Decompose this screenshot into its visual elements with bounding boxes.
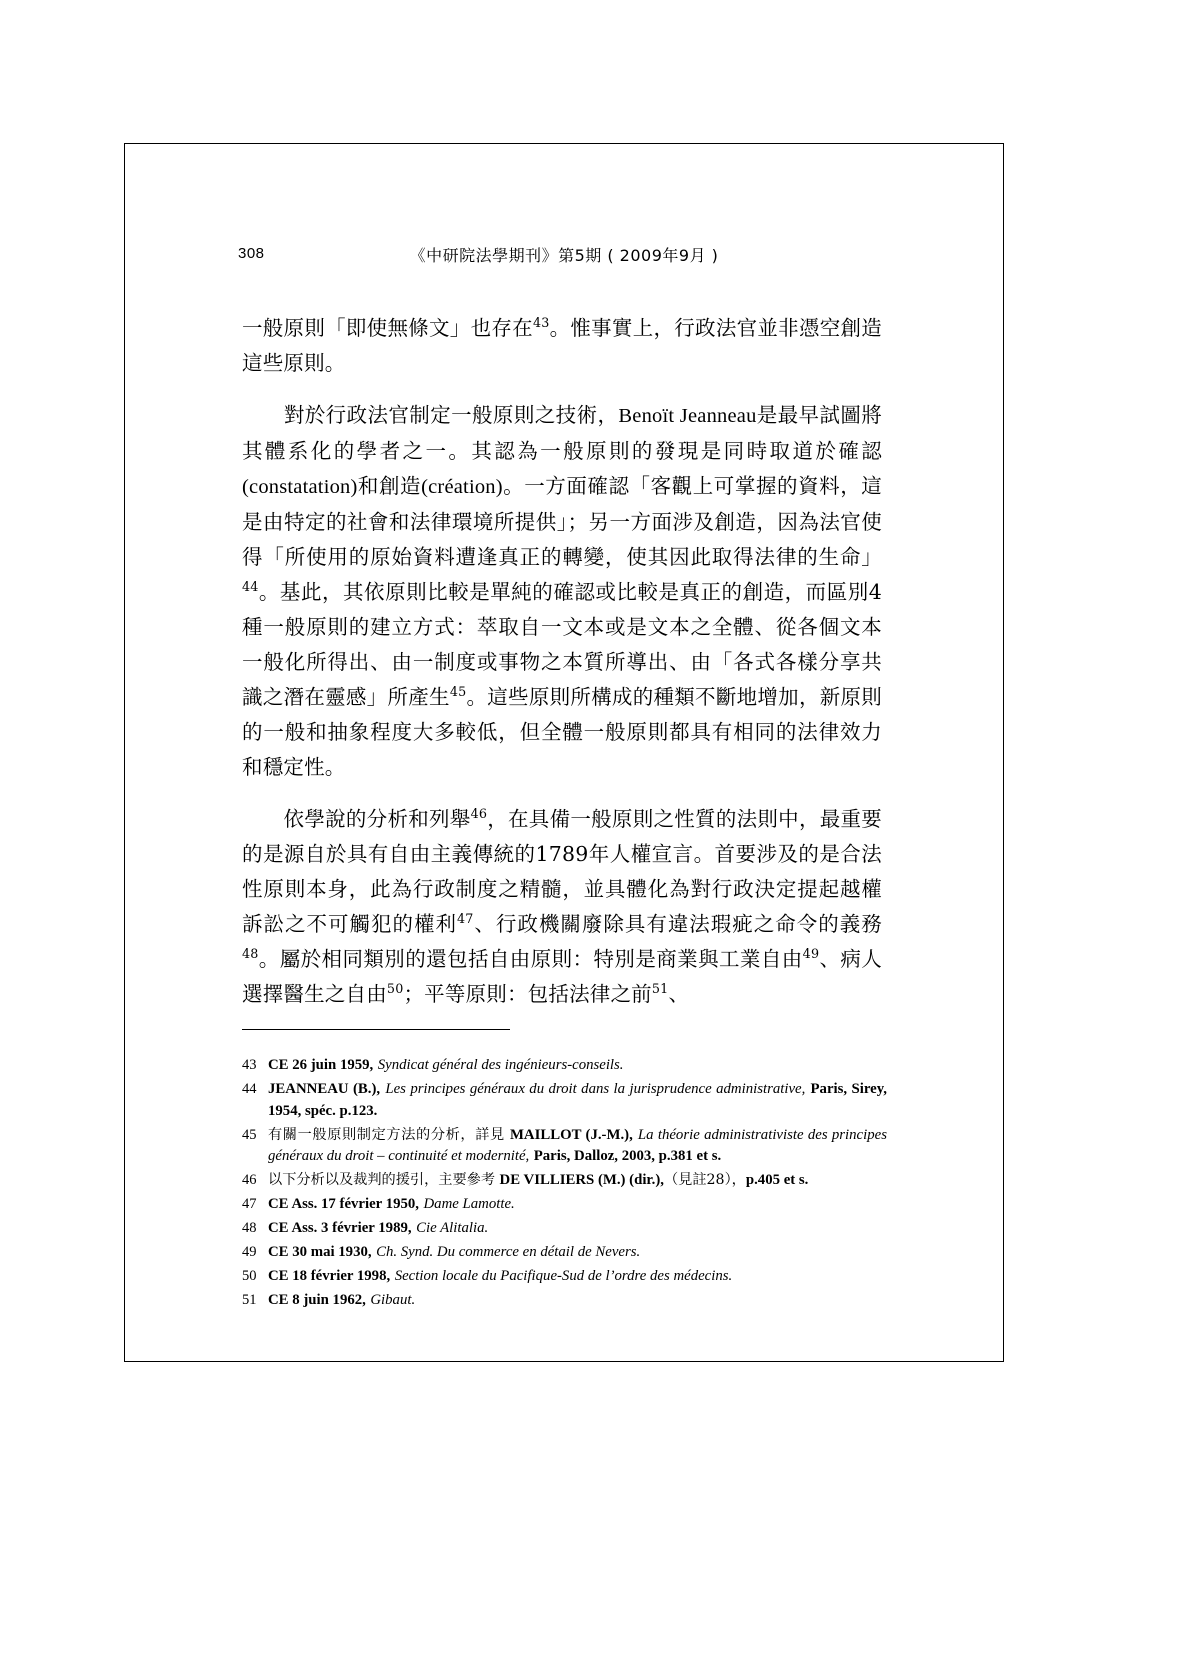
footnote-text: 有關一般原則制定方法的分析，詳見 MAILLOT (J.-M.), La théorie administrativiste des principes généraux du droit – continuité et modernité, Paris, Dalloz, 2003, p.381 et s. bbox=[268, 1126, 887, 1164]
footnote-text: CE 8 juin 1962, Gibaut. bbox=[268, 1292, 416, 1308]
footnote-text: CE 26 juin 1959, Syndicat général des ingénieurs-conseils. bbox=[268, 1057, 624, 1073]
footnote-text: CE Ass. 17 février 1950, Dame Lamotte. bbox=[268, 1196, 515, 1212]
footnote-text: 以下分析以及裁判的援引，主要參考 DE VILLIERS (M.) (dir.),（見註28），p.405 et s. bbox=[268, 1172, 809, 1188]
footnote-text: CE Ass. 3 février 1989, Cie Alitalia. bbox=[268, 1220, 489, 1236]
footnote-number: 47 bbox=[242, 1196, 257, 1212]
footnote-item bbox=[242, 1266, 887, 1288]
body-text bbox=[242, 311, 882, 1029]
footnote-number: 45 bbox=[242, 1126, 257, 1143]
paragraph-2: 對於行政法官制定一般原則之技術，Benoït Jeanneau是最早試圖將其體系化的學者之一。其認為一般原則的發現是同時取道於確認(constatation)和創造(création)。一方面確認「客觀上可掌握的資料，這是由特定的社會和法律環境所提供」；另一方面涉及創造，因為法官使得「所使用的原始資料遭逢真正的轉變，使其因此取得法律的生命」$^{44}$。基此，其依原則比較是單純的確認或比較是真正的創造，而區別4種一般原則的建立方式：萃取自一文本或是文本之全體、從各個文本一般化所得出、由一制度或事物之本質所導出、由「各式各樣分享共識之潛在靈感」所產生$^{45}$。這些原則所構成的種類不斷地增加，新原則的一般和抽象程度大多較低，但全體一般原則都具有相同的法律效力和穩定性。 bbox=[242, 403, 883, 779]
footnote-text: CE 18 février 1998, Section locale du Pacifique-Sud de l’ordre des médecins. bbox=[268, 1268, 733, 1284]
footnote-number: 46 bbox=[242, 1172, 257, 1188]
footnote-text: JEANNEAU (B.), Les principes généraux du droit dans la jurisprudence administrative, Paris, Sirey, 1954, spéc. p.123. bbox=[268, 1081, 887, 1119]
page-content bbox=[124, 143, 1004, 1362]
paragraph-1: 一般原則「即使無條文」也存在$^{43}$。惟事實上，行政法官並非憑空創造這些原則。 bbox=[242, 315, 882, 375]
running-head: 《中研院法學期刊》第5期 ( 2009年9月 ) bbox=[409, 246, 719, 265]
footnote-number: 48 bbox=[242, 1220, 257, 1236]
footnote-number: 50 bbox=[242, 1268, 257, 1284]
footnote-item bbox=[242, 1194, 887, 1216]
paragraph-3: 依學說的分析和列舉$^{46}$，在具備一般原則之性質的法則中，最重要的是源自於具有自由主義傳統的1789年人權宣言。首要涉及的是合法性原則本身，此為行政制度之精髓，並具體化為對行政決定提起越權訴訟之不可觸犯的權利$^{47}$、行政機關廢除具有違法瑕疵之命令的義務$^{48}$。屬於相同類別的還包括自由原則：特別是商業與工業自由$^{49}$、病人選擇醫生之自由$^{50}$；平等原則：包括法律之前$^{51}$、 bbox=[242, 806, 882, 1006]
footnote-separator bbox=[242, 1029, 510, 1030]
footnote-item bbox=[242, 1125, 887, 1168]
footnote-number: 49 bbox=[242, 1244, 257, 1260]
page-header bbox=[124, 243, 1004, 267]
footnote-list bbox=[242, 1055, 887, 1314]
footnote-item bbox=[242, 1290, 887, 1312]
footnote-text: CE 30 mai 1930, Ch. Synd. Du commerce en détail de Nevers. bbox=[268, 1244, 641, 1260]
footnote-item bbox=[242, 1218, 887, 1240]
footnote-item bbox=[242, 1242, 887, 1264]
footnote-item bbox=[242, 1055, 887, 1077]
footnote-item bbox=[242, 1079, 887, 1122]
footnote-number: 44 bbox=[242, 1081, 257, 1097]
page-number: 308 bbox=[238, 245, 265, 262]
footnote-number: 43 bbox=[242, 1057, 257, 1073]
footnote-item bbox=[242, 1170, 887, 1192]
footnote-number: 51 bbox=[242, 1292, 257, 1308]
